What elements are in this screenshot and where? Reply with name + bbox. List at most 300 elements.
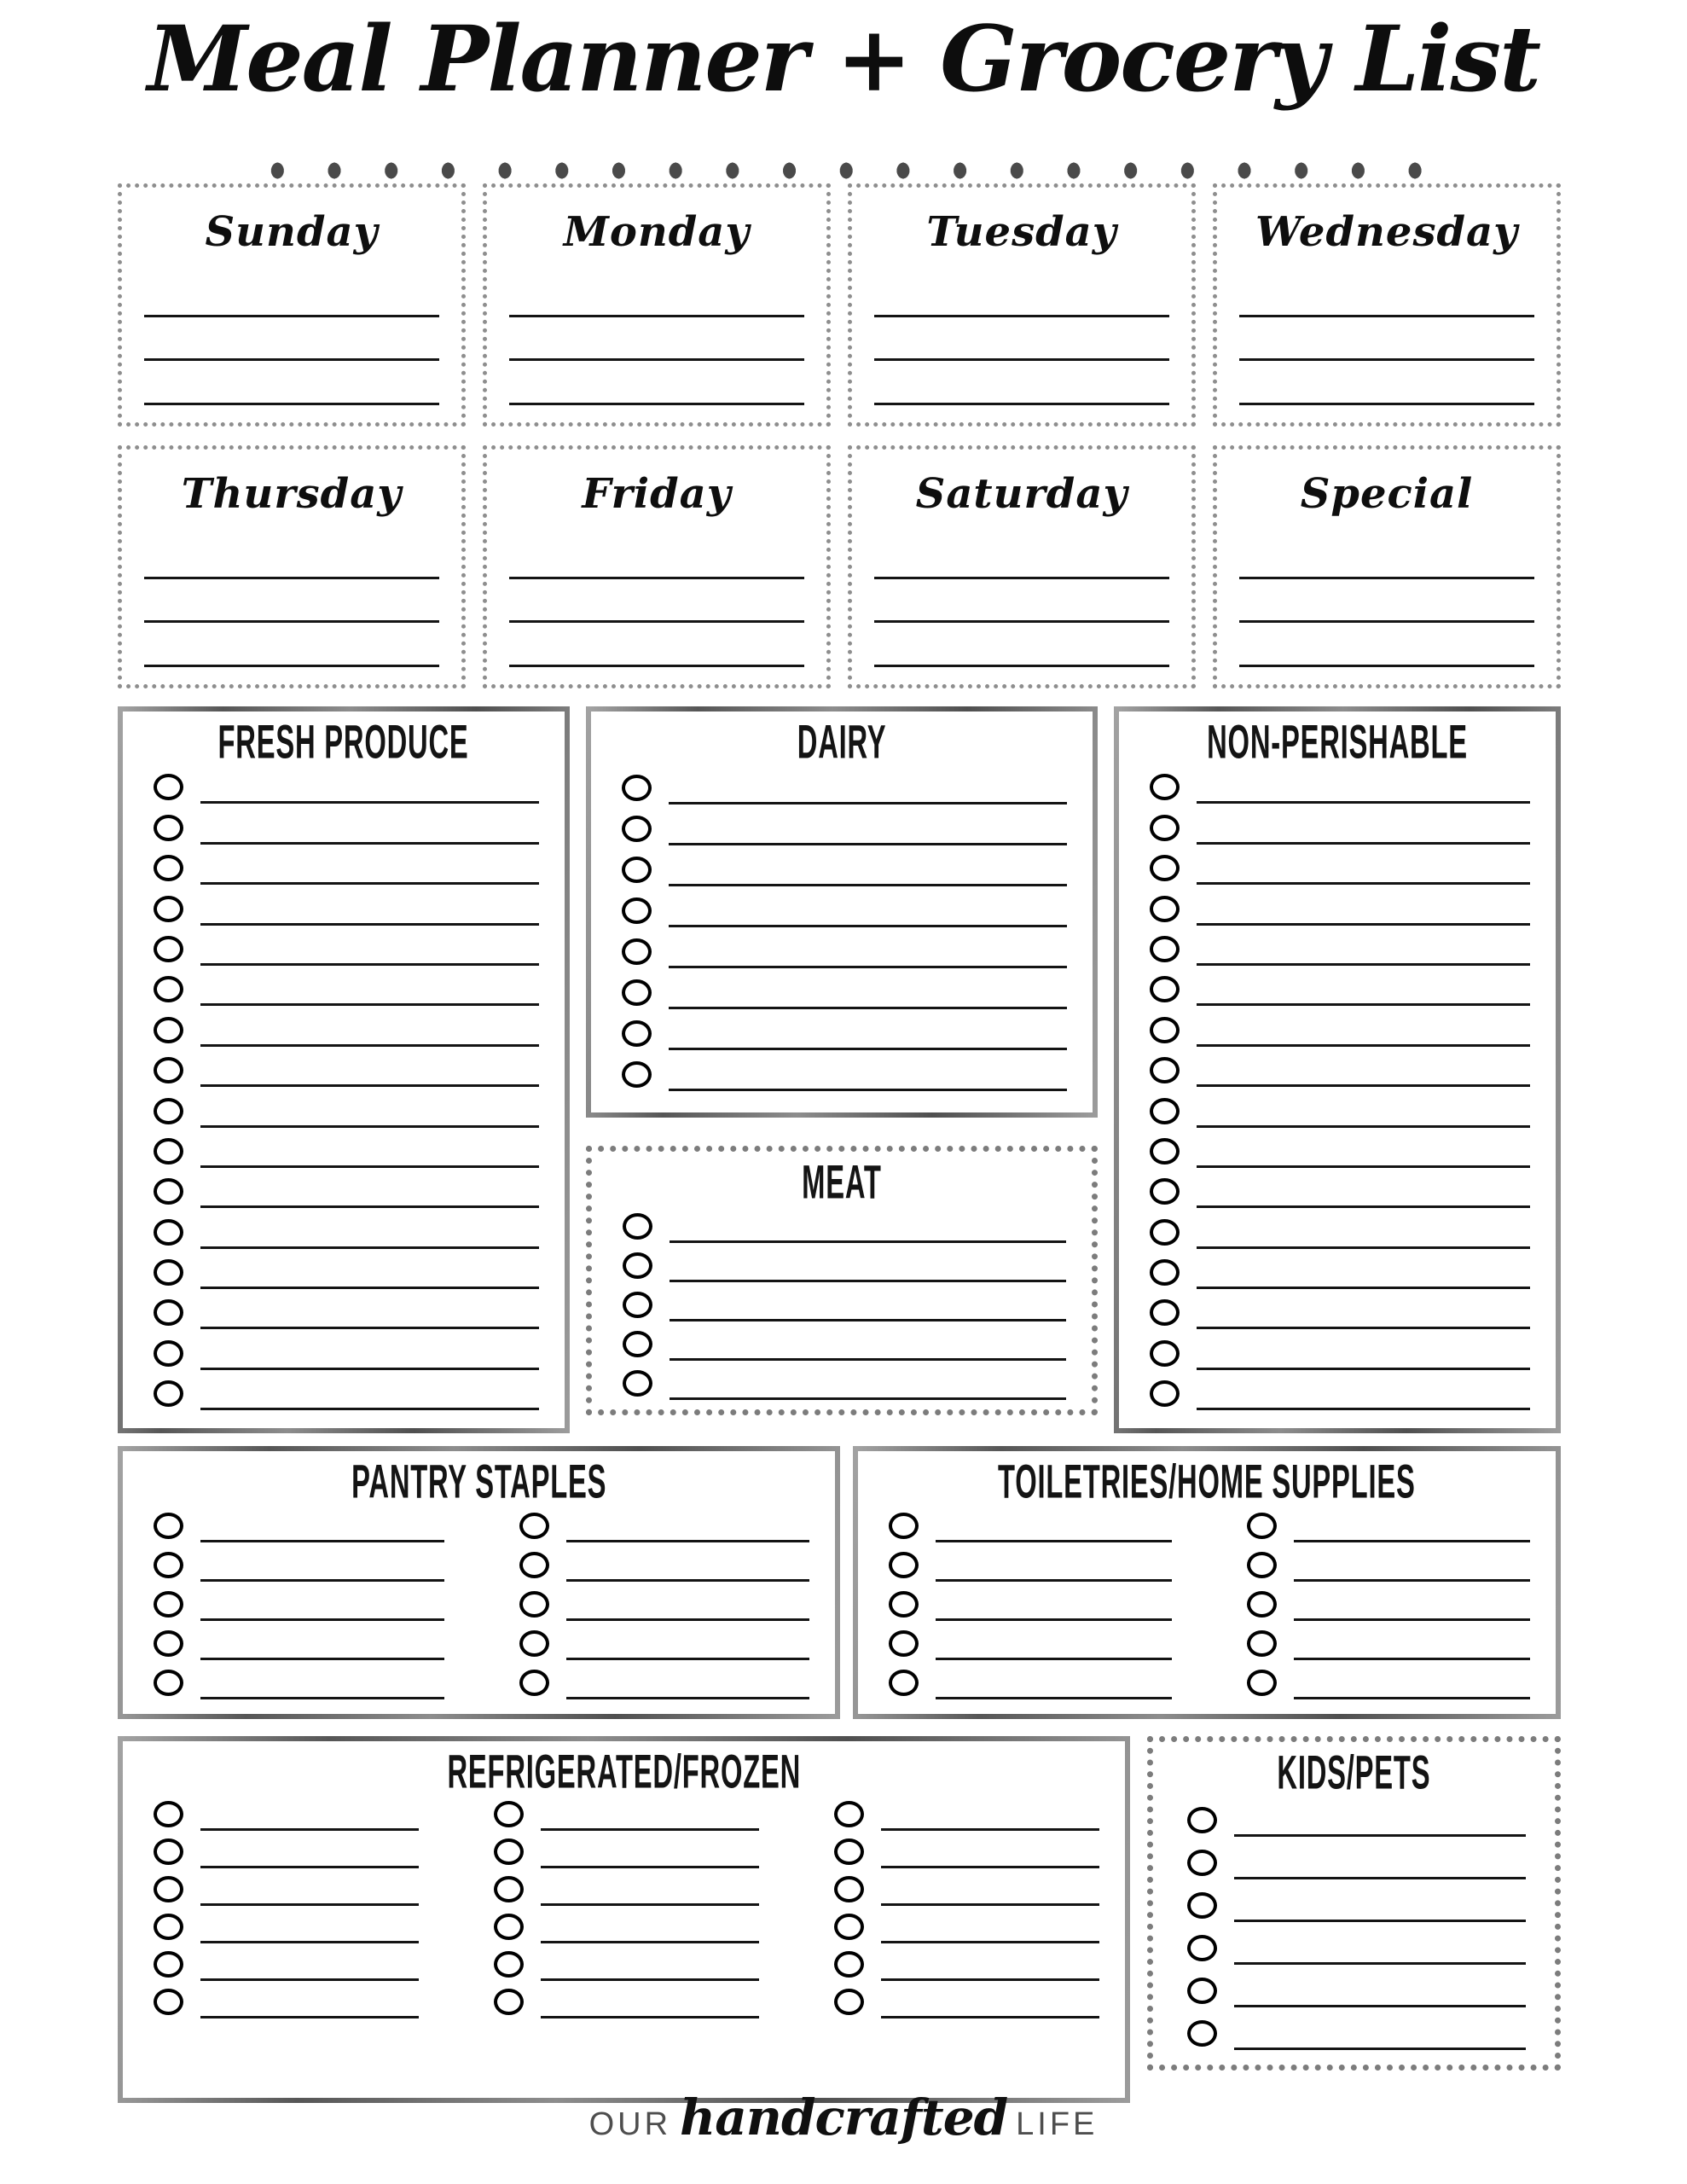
meal-write-line (874, 623, 1169, 667)
checklist-row (154, 1545, 444, 1584)
checklist-row (1187, 1967, 1526, 2010)
checklist-row (889, 1584, 1172, 1623)
meal-lines (871, 273, 1173, 405)
blank-write-line (200, 1540, 444, 1542)
brand-word-handcrafted: handcrafted (680, 2088, 1008, 2146)
checklist (463, 1794, 803, 2098)
checklist-circle (834, 1801, 864, 1827)
checklist-row (154, 1211, 539, 1251)
checklist-row (623, 1363, 1066, 1403)
checklist-row (154, 1908, 419, 1946)
checklist-row (622, 1012, 1067, 1053)
meal-write-line (1239, 273, 1534, 317)
checklist-circle (623, 1370, 652, 1397)
checklist-columns (858, 1504, 1556, 1714)
checklist-circle (834, 1989, 864, 2015)
section-title: MEAT (802, 1155, 882, 1209)
checklist-row (154, 1584, 444, 1623)
checklist-circle (834, 1914, 864, 1940)
checklist-row (1150, 1130, 1530, 1170)
checklist (592, 1205, 1092, 1409)
section-title: NON-PERISHABLE (1207, 715, 1468, 769)
checklist-circle (1150, 1098, 1180, 1124)
checklist-circle (889, 1630, 919, 1657)
checklist-row (1247, 1663, 1530, 1702)
checklist-circle (154, 1017, 183, 1043)
blank-write-line (669, 884, 1067, 886)
brand-logo (0, 2088, 1687, 2146)
checklist-circle (1247, 1630, 1277, 1657)
section-refrigerated-frozen (118, 1736, 1130, 2103)
blank-write-line (1197, 801, 1530, 804)
blank-write-line (200, 801, 539, 804)
checklist-row (1247, 1584, 1530, 1623)
blank-write-line (200, 1828, 419, 1831)
grocery-middle-column (586, 706, 1098, 1433)
blank-write-line (200, 1368, 539, 1370)
blank-write-line (670, 1397, 1066, 1400)
checklist-circle (1150, 1219, 1180, 1246)
blank-write-line (200, 1408, 539, 1410)
checklist-circle (1150, 1017, 1180, 1043)
checklist-row (154, 968, 539, 1008)
checklist-row (154, 1373, 539, 1413)
blank-write-line (1197, 1408, 1530, 1410)
checklist-circle (623, 1213, 652, 1240)
checklist-row (1150, 1170, 1530, 1211)
checklist-row (623, 1246, 1066, 1285)
checklist-row (154, 928, 539, 968)
meal-planner-week-grid (118, 183, 1561, 688)
checklist-circle (154, 1340, 183, 1367)
checklist-row (154, 1833, 419, 1871)
blank-write-line (541, 1978, 759, 1981)
checklist-row (154, 847, 539, 887)
day-label: Saturday (915, 470, 1128, 518)
blank-write-line (936, 1658, 1172, 1660)
checklist-circle (154, 1876, 183, 1902)
blank-write-line (1294, 1579, 1530, 1582)
checklist-circle (1187, 1935, 1217, 1961)
checklist-row (834, 1871, 1099, 1908)
section-title: PANTRY STAPLES (351, 1455, 607, 1508)
checklist-row (1187, 2010, 1526, 2053)
section-title: KIDS/PETS (1277, 1745, 1431, 1799)
blank-write-line (881, 1903, 1099, 1906)
checklist-row (889, 1663, 1172, 1702)
section-title: DAIRY (797, 715, 887, 769)
blank-write-line (669, 966, 1067, 968)
checklist-circle (622, 857, 652, 883)
checklist-row (519, 1623, 810, 1663)
checklist-row (622, 889, 1067, 930)
section-pantry-staples (118, 1446, 840, 1719)
checklist-circle (622, 897, 652, 924)
checklist-columns (123, 1504, 835, 1714)
checklist-circle (1150, 976, 1180, 1002)
checklist-row (1150, 1008, 1530, 1048)
section-dairy (586, 706, 1098, 1118)
blank-write-line (1294, 1618, 1530, 1621)
section-fresh-produce (118, 706, 570, 1433)
checklist (489, 1504, 836, 1714)
checklist (123, 1794, 463, 2098)
section-title-wrap (1119, 712, 1556, 769)
checklist-circle (494, 1801, 524, 1827)
checklist-circle (154, 1838, 183, 1865)
blank-write-line (200, 1246, 539, 1249)
blank-write-line (1197, 1125, 1530, 1128)
checklist (123, 764, 565, 1428)
section-kids-pets (1147, 1736, 1561, 2071)
blank-write-line (669, 1089, 1067, 1091)
day-label: Monday (563, 208, 751, 256)
checklist-row (889, 1545, 1172, 1584)
checklist-circle (519, 1513, 549, 1539)
checklist-row (154, 1663, 444, 1702)
blank-write-line (1197, 1327, 1530, 1329)
meal-write-line (144, 273, 439, 317)
blank-write-line (1294, 1697, 1530, 1699)
checklist-circle (1187, 1807, 1217, 1833)
checklist-row (622, 766, 1067, 807)
blank-write-line (200, 882, 539, 885)
checklist-row (834, 1833, 1099, 1871)
checklist-row (1187, 1839, 1526, 1882)
section-title-wrap (123, 1451, 835, 1508)
checklist-circle (519, 1552, 549, 1578)
checklist-row (1150, 1049, 1530, 1089)
grocery-sections-top (118, 706, 1561, 1433)
checklist-circle (519, 1670, 549, 1696)
blank-write-line (541, 1903, 759, 1906)
blank-write-line (566, 1618, 810, 1621)
checklist-row (154, 1130, 539, 1170)
day-box-saturday (848, 445, 1196, 688)
blank-write-line (1294, 1658, 1530, 1660)
section-title: REFRIGERATED/FROZEN (447, 1745, 801, 1798)
checklist-row (1150, 847, 1530, 887)
blank-write-line (1197, 1368, 1530, 1370)
checklist (1153, 1795, 1555, 2065)
meal-write-line (874, 317, 1169, 362)
checklist-circle (154, 1178, 183, 1205)
checklist-circle (1150, 896, 1180, 922)
checklist-row (154, 1623, 444, 1663)
checklist (1119, 764, 1556, 1428)
checklist-circle (154, 815, 183, 841)
checklist-circle (889, 1513, 919, 1539)
checklist-circle (1187, 1978, 1217, 2004)
checklist-row (494, 1946, 759, 1984)
blank-write-line (1197, 1246, 1530, 1249)
blank-write-line (936, 1540, 1172, 1542)
checklist-row (834, 1796, 1099, 1833)
blank-write-line (200, 1658, 444, 1660)
checklist-circle (494, 1838, 524, 1865)
blank-write-line (566, 1697, 810, 1699)
checklist-circle (622, 775, 652, 801)
checklist-circle (1150, 855, 1180, 881)
blank-write-line (200, 1165, 539, 1168)
blank-write-line (200, 1044, 539, 1047)
checklist-row (154, 1049, 539, 1089)
meal-write-line (509, 361, 804, 405)
checklist-row (834, 1908, 1099, 1946)
meal-write-line (874, 579, 1169, 624)
blank-write-line (669, 925, 1067, 927)
checklist-circle (1247, 1513, 1277, 1539)
checklist-row (622, 807, 1067, 848)
blank-write-line (669, 1007, 1067, 1009)
meal-write-line (144, 361, 439, 405)
checklist-row (1247, 1545, 1530, 1584)
blank-write-line (200, 1903, 419, 1906)
checklist-circle (154, 936, 183, 962)
blank-write-line (1197, 842, 1530, 845)
checklist (858, 1504, 1216, 1714)
checklist-circle (1187, 1892, 1217, 1919)
blank-write-line (881, 1828, 1099, 1831)
blank-write-line (1294, 1540, 1530, 1542)
checklist-circle (889, 1591, 919, 1618)
blank-write-line (1197, 1044, 1530, 1047)
checklist (1216, 1504, 1556, 1714)
checklist-row (834, 1984, 1099, 2021)
meal-write-line (874, 535, 1169, 579)
checklist-circle (622, 1061, 652, 1088)
checklist-row (494, 1833, 759, 1871)
blank-write-line (200, 1327, 539, 1329)
day-label: Special (1300, 470, 1474, 518)
checklist-circle (1150, 1299, 1180, 1326)
checklist-row (154, 1089, 539, 1130)
blank-write-line (1197, 1205, 1530, 1208)
checklist-row (1150, 1373, 1530, 1413)
blank-write-line (200, 2016, 419, 2018)
checklist-circle (1150, 1138, 1180, 1165)
checklist-circle (1247, 1670, 1277, 1696)
blank-write-line (1234, 1920, 1526, 1922)
meal-write-line (1239, 361, 1534, 405)
checklist-row (1247, 1623, 1530, 1663)
checklist-row (622, 848, 1067, 889)
checklist-circle (154, 976, 183, 1002)
checklist-circle (1150, 815, 1180, 841)
checklist-circle (1150, 1178, 1180, 1205)
checklist-circle (154, 855, 183, 881)
checklist-circle (623, 1292, 652, 1318)
meal-lines (1236, 535, 1538, 667)
binder-dots-decoration (249, 156, 1443, 185)
grocery-sections-middle (118, 1446, 1561, 1719)
section-title: FRESH PRODUCE (217, 715, 470, 769)
blank-write-line (1197, 963, 1530, 966)
checklist-circle (1187, 2020, 1217, 2047)
checklist (123, 1504, 489, 1714)
section-title-wrap (858, 1451, 1556, 1508)
blank-write-line (200, 1003, 539, 1006)
checklist-circle (154, 1219, 183, 1246)
blank-write-line (881, 1978, 1099, 1981)
meal-write-line (144, 535, 439, 579)
blank-write-line (200, 923, 539, 926)
checklist-circle (1247, 1591, 1277, 1618)
checklist-row (154, 1984, 419, 2021)
checklist-row (494, 1796, 759, 1833)
checklist-circle (154, 1914, 183, 1940)
blank-write-line (1234, 2005, 1526, 2007)
checklist-circle (519, 1591, 549, 1618)
checklist-row (889, 1506, 1172, 1545)
day-box-monday (483, 183, 831, 427)
checklist-row (623, 1324, 1066, 1363)
checklist-row (154, 1292, 539, 1332)
blank-write-line (200, 1697, 444, 1699)
day-box-friday (483, 445, 831, 688)
blank-write-line (1197, 1003, 1530, 1006)
meal-lines (506, 273, 808, 405)
section-toiletries-home-supplies (853, 1446, 1561, 1719)
meal-write-line (144, 623, 439, 667)
checklist-row (1187, 1882, 1526, 1925)
checklist-circle (889, 1552, 919, 1578)
checklist-row (1150, 1211, 1530, 1251)
blank-write-line (200, 1941, 419, 1943)
checklist-circle (1150, 936, 1180, 962)
checklist-circle (622, 979, 652, 1006)
checklist-circle (154, 1951, 183, 1978)
checklist-row (494, 1871, 759, 1908)
checklist-circle (154, 1989, 183, 2015)
checklist-row (1150, 766, 1530, 806)
checklist-row (1150, 968, 1530, 1008)
checklist-row (154, 1252, 539, 1292)
checklist-row (1150, 887, 1530, 927)
checklist-row (519, 1506, 810, 1545)
section-title: TOILETRIES/HOME SUPPLIES (998, 1455, 1416, 1508)
checklist-circle (154, 896, 183, 922)
checklist-row (494, 1908, 759, 1946)
checklist-row (1150, 1332, 1530, 1372)
checklist-row (154, 1008, 539, 1048)
checklist-row (1247, 1506, 1530, 1545)
checklist-row (1150, 1089, 1530, 1130)
meal-write-line (874, 361, 1169, 405)
checklist (803, 1794, 1125, 2098)
checklist-circle (154, 1552, 183, 1578)
checklist-circle (154, 1380, 183, 1407)
day-label: Friday (582, 470, 732, 518)
blank-write-line (541, 2016, 759, 2018)
blank-write-line (541, 1866, 759, 1868)
checklist-row (622, 971, 1067, 1012)
blank-write-line (881, 1866, 1099, 1868)
meal-lines (141, 535, 443, 667)
meal-lines (1236, 273, 1538, 405)
section-meat (586, 1146, 1098, 1415)
checklist-row (1150, 806, 1530, 846)
day-box-special (1213, 445, 1561, 688)
checklist-circle (154, 1299, 183, 1326)
checklist-circle (622, 938, 652, 965)
meal-write-line (509, 273, 804, 317)
blank-write-line (936, 1579, 1172, 1582)
blank-write-line (200, 1618, 444, 1621)
checklist-circle (154, 1057, 183, 1083)
checklist-row (834, 1946, 1099, 1984)
meal-write-line (509, 317, 804, 362)
checklist-circle (889, 1670, 919, 1696)
checklist-circle (1247, 1552, 1277, 1578)
meal-write-line (1239, 623, 1534, 667)
day-label: Thursday (181, 470, 403, 518)
checklist-circle (154, 1259, 183, 1286)
day-box-sunday (118, 183, 466, 427)
checklist-row (1150, 928, 1530, 968)
checklist-circle (154, 1801, 183, 1827)
blank-write-line (1197, 882, 1530, 885)
blank-write-line (936, 1618, 1172, 1621)
checklist-circle (623, 1252, 652, 1279)
checklist-circle (154, 1138, 183, 1165)
checklist-row (1150, 1292, 1530, 1332)
checklist-circle (623, 1331, 652, 1357)
checklist-row (622, 930, 1067, 971)
checklist-circle (519, 1630, 549, 1657)
blank-write-line (669, 802, 1067, 804)
section-title-wrap (591, 712, 1093, 769)
page-title: Meal Planner + Grocery List (147, 5, 1540, 112)
checklist-circle (494, 1951, 524, 1978)
meal-write-line (1239, 317, 1534, 362)
checklist-row (154, 806, 539, 846)
checklist-circle (154, 1630, 183, 1657)
checklist-circle (154, 774, 183, 800)
blank-write-line (200, 1125, 539, 1128)
section-non-perishable (1114, 706, 1561, 1433)
meal-lines (871, 535, 1173, 667)
blank-write-line (200, 1579, 444, 1582)
checklist-row (154, 1796, 419, 1833)
blank-write-line (200, 1205, 539, 1208)
meal-write-line (509, 579, 804, 624)
blank-write-line (881, 1941, 1099, 1943)
meal-write-line (144, 579, 439, 624)
blank-write-line (669, 843, 1067, 845)
blank-write-line (670, 1358, 1066, 1361)
blank-write-line (541, 1828, 759, 1831)
section-title-wrap (592, 1152, 1092, 1209)
checklist (591, 764, 1093, 1112)
blank-write-line (1197, 1084, 1530, 1087)
brand-word-life: LIFE (1016, 2106, 1099, 2142)
day-label: Wednesday (1255, 208, 1519, 256)
blank-write-line (1234, 1834, 1526, 1837)
blank-write-line (200, 963, 539, 966)
blank-write-line (566, 1540, 810, 1542)
checklist-circle (834, 1951, 864, 1978)
checklist-row (1150, 1252, 1530, 1292)
blank-write-line (200, 1084, 539, 1087)
blank-write-line (1234, 2048, 1526, 2050)
blank-write-line (1234, 1962, 1526, 1965)
blank-write-line (200, 1866, 419, 1868)
checklist-row (622, 1053, 1067, 1094)
checklist-circle (622, 816, 652, 842)
checklist-circle (154, 1098, 183, 1124)
meal-write-line (144, 317, 439, 362)
